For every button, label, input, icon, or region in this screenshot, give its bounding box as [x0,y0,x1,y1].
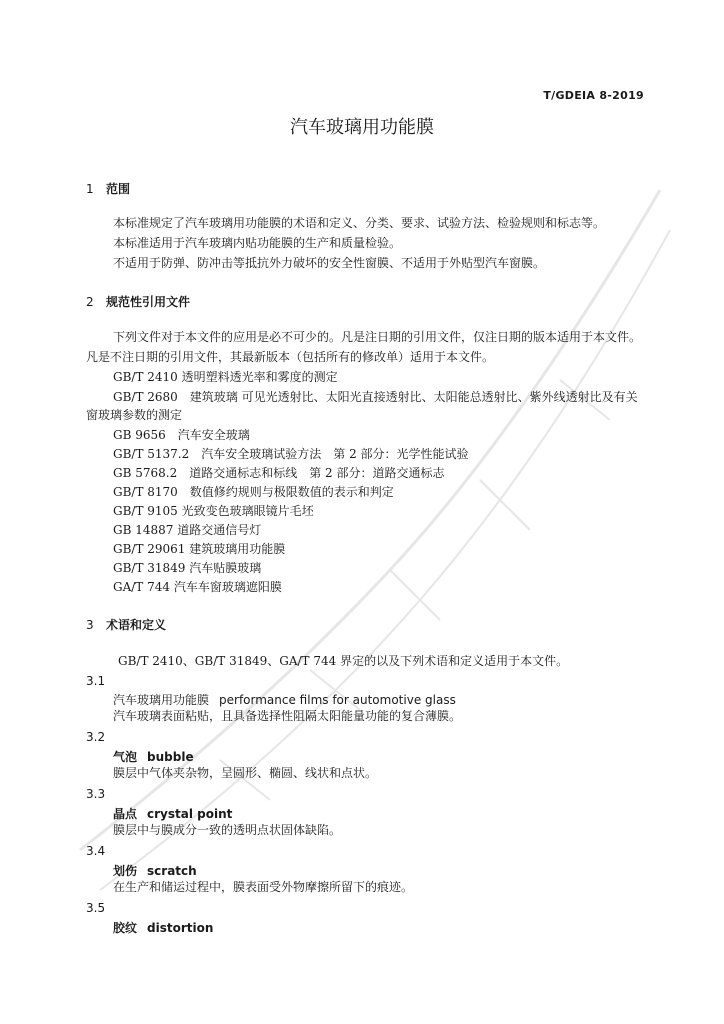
reference-item: GB/T 9105 光致变色玻璃眼镜片毛坯 [113,504,314,518]
reference-item: GA/T 744 汽车车窗玻璃遮阳膜 [113,580,282,594]
term-entry [113,919,213,936]
term-number: 3.3 [86,787,106,801]
reference-item: GB 5768.2 道路交通标志和标线 第 2 部分：道路交通标志 [113,466,445,480]
section-2-heading [86,293,190,310]
reference-item: 窗玻璃参数的测定 [86,408,183,422]
paragraph: 本标准适用于汽车玻璃内贴功能膜的生产和质量检验。 [113,236,402,250]
reference-item: GB 9656 汽车安全玻璃 [113,428,250,442]
reference-item: GB/T 29061 建筑玻璃用功能膜 [113,542,286,556]
term-en: crystal point [147,807,233,821]
section-1-heading [86,180,130,197]
document-title: 汽车玻璃用功能膜 [290,117,434,138]
term-en: distortion [147,921,214,935]
term-en: performance films for automotive glass [219,693,456,707]
reference-item: GB 14887 道路交通信号灯 [113,523,262,537]
term-zh: 气泡 [113,750,138,764]
term-definition: 膜层中与膜成分一致的透明点状固体缺陷。 [113,823,342,837]
term-zh: 晶点 [113,807,138,821]
term-number: 3.5 [86,901,106,915]
reference-item: GB/T 2680 建筑玻璃 可见光透射比、太阳光直接透射比、太阳能总透射比、紫外线透射比及有关 [113,390,638,404]
paragraph: GB/T 2410、GB/T 31849、GA/T 744 界定的以及下列术语和定义适用于本文件。 [118,654,569,668]
reference-item: GB/T 8170 数值修约规则与极限数值的表示和判定 [113,485,394,499]
term-number: 3.1 [86,674,106,688]
term-en: scratch [147,864,197,878]
paragraph: 凡是不注日期的引用文件，其最新版本（包括所有的修改单）适用于本文件。 [86,350,495,364]
paragraph: 本标准规定了汽车玻璃用功能膜的术语和定义、分类、要求、试验方法、检验规则和标志等。 [113,216,606,230]
section-title: 术语和定义 [106,618,167,632]
term-definition: 膜层中气体夹杂物，呈圆形、椭圆、线状和点状。 [113,766,378,780]
paragraph: 下列文件对于本文件的应用是必不可少的。凡是注日期的引用文件，仅注日期的版本适用于本文件。 [113,330,642,344]
section-title: 规范性引用文件 [106,295,191,309]
section-number: 2 [86,295,94,309]
term-en: bubble [147,750,194,764]
reference-item: GB/T 2410 透明塑料透光率和雾度的测定 [113,370,338,384]
section-title: 范围 [106,182,131,196]
term-number: 3.2 [86,730,106,744]
reference-item: GB/T 5137.2 汽车安全玻璃试验方法 第 2 部分：光学性能试验 [113,447,469,461]
section-number: 1 [86,182,94,196]
standard-code: T/GDEIA 8-2019 [543,89,644,102]
term-definition: 在生产和储运过程中，膜表面受外物摩擦所留下的痕迹。 [113,880,414,894]
term-number: 3.4 [86,844,106,858]
term-zh: 划伤 [113,864,138,878]
section-number: 3 [86,618,94,632]
paragraph: 不适用于防弹、防冲击等抵抗外力破坏的安全性窗膜、不适用于外贴型汽车窗膜。 [113,256,546,270]
term-zh: 汽车玻璃用功能膜 [113,693,210,707]
term-zh: 胶纹 [113,921,138,935]
term-definition: 汽车玻璃表面粘贴，且具备选择性阻隔太阳能量功能的复合薄膜。 [113,709,462,723]
reference-item: GB/T 31849 汽车贴膜玻璃 [113,561,262,575]
section-3-heading [86,616,166,633]
